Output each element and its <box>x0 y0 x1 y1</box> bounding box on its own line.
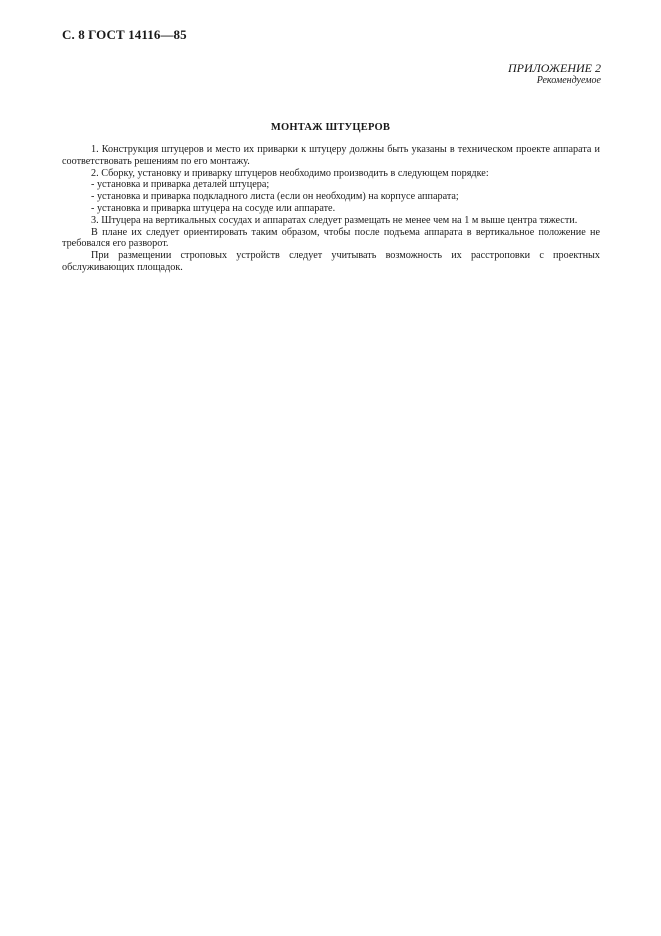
paragraph-2: 2. Сборку, установку и приварку штуцеров необходимо производить в следующем порядке: <box>91 167 489 179</box>
paragraph-3: 3. Штуцера на вертикальных сосудах и аппаратах следует размещать не менее чем на 1 м выше центра тяжести. <box>91 214 578 226</box>
body-text <box>62 144 600 274</box>
section-title: МОНТАЖ ШТУЦЕРОВ <box>270 122 391 133</box>
paragraph-1: 1. Конструкция штуцеров и место их приварки к штуцеру должны быть указаны в техническом проекте аппарата и соответствовать решениям по его монтажу. <box>62 144 600 167</box>
list-item-1: - установка и приварка деталей штуцера; <box>91 179 270 191</box>
appendix-title: ПРИЛОЖЕНИЕ 2 <box>508 61 601 75</box>
list-item-2: - установка и приварка подкладного листа (если он необходим) на корпусе аппарата; <box>91 191 459 203</box>
appendix-block <box>508 61 601 87</box>
page-header: С. 8 ГОСТ 14116—85 <box>62 27 187 42</box>
list-item-3: - установка и приварка штуцера на сосуде или аппарате. <box>91 202 336 214</box>
paragraph-4: В плане их следует ориентировать таким образом, чтобы после подъема аппарата в вертикальное положение не требовался его разворот. <box>62 226 600 250</box>
appendix-status: Рекомендуемое <box>536 75 601 86</box>
paragraph-5: При размещении строповых устройств следует учитывать возможность их расстроповки с проектных обслуживающих площадок. <box>62 250 600 273</box>
